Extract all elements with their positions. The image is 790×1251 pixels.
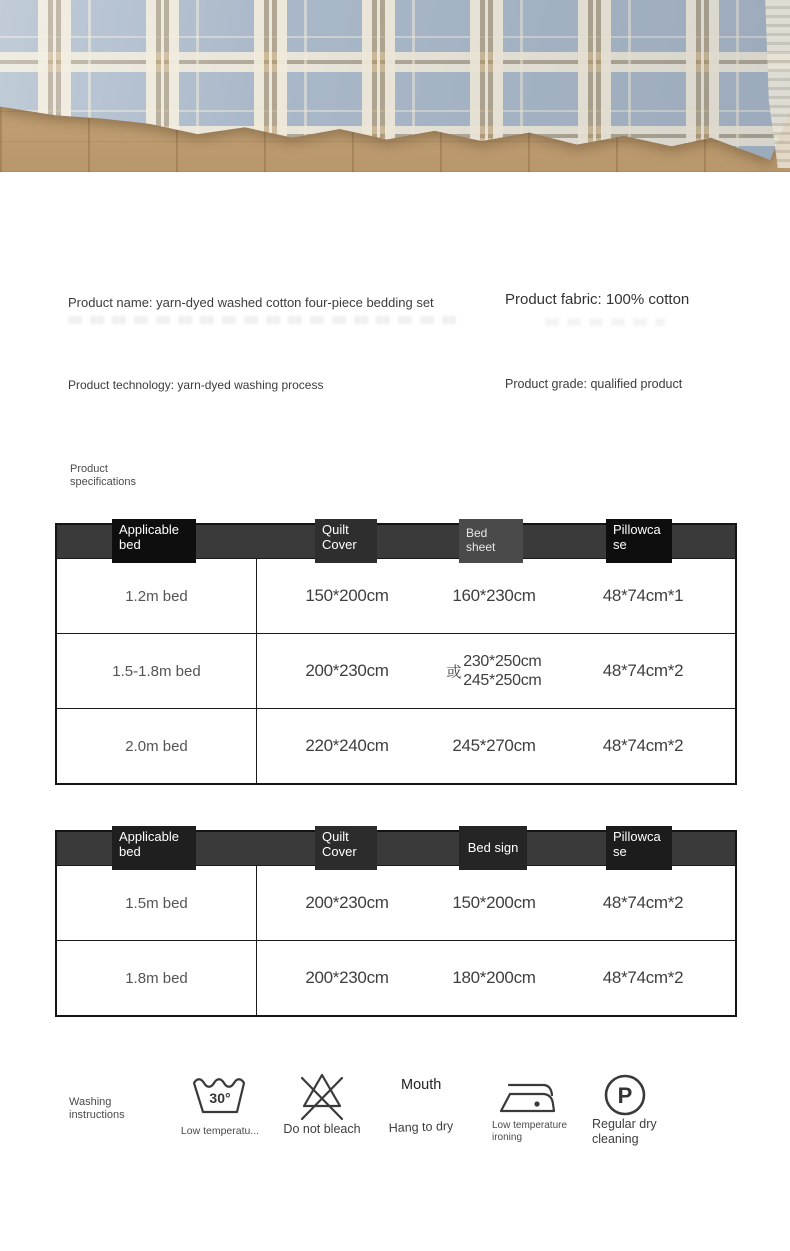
header-pillowcase: Pillowcase (606, 519, 672, 563)
wash-caption-low-temp-ironing: Low temperature ironing (492, 1120, 568, 1143)
wash-basin-30-icon (192, 1074, 248, 1121)
bed-sheet-cell (437, 652, 551, 690)
translated-text-ghost (545, 318, 665, 326)
wash-caption-hang-to-dry: Hang to dry (388, 1118, 454, 1136)
table-row (57, 865, 735, 940)
quilt-cover-cell: 200*230cm (305, 661, 389, 680)
bed-sheet-cell: 150*200cm (452, 893, 536, 912)
bed-sheet-option-b: 245*250cm (463, 672, 542, 689)
bed-sheet-cell: 160*230cm (452, 586, 536, 605)
row-values (257, 634, 735, 708)
header-bed-sign: Bed sign (459, 826, 527, 870)
pillowcase-cell: 48*74cm*2 (602, 661, 684, 680)
do-not-bleach-icon (296, 1071, 348, 1126)
bed-sheet-cell: 245*270cm (452, 736, 536, 755)
translated-text-ghost (68, 316, 464, 324)
row-values (257, 709, 735, 783)
product-fabric-text: Product fabric: 100% cotton (505, 291, 690, 308)
quilt-cover-cell: 150*200cm (305, 586, 389, 605)
row-values (257, 866, 735, 940)
washing-instructions-heading: Washing instructions (69, 1096, 125, 1121)
quilt-cover-cell: 200*230cm (305, 893, 389, 912)
header-pillowcase: Pillowcase (606, 826, 672, 870)
svg-text:P: P (617, 1083, 633, 1108)
bed-size-cell: 1.8m bed (57, 941, 257, 1015)
product-name-text: Product name: yarn-dyed washed cotton four-piece bedding set (68, 295, 434, 310)
header-quilt-cover: Quilt Cover (315, 826, 377, 870)
bed-size-cell: 2.0m bed (57, 709, 257, 783)
row-values (257, 559, 735, 633)
size-table-1-header (57, 522, 735, 558)
table-row (57, 633, 735, 708)
size-table-1 (55, 523, 737, 785)
product-grade-text: Product grade: qualified product (505, 377, 683, 391)
pillowcase-cell: 48*74cm*2 (602, 736, 684, 755)
product-photo (0, 0, 790, 172)
bed-sheet-option-a: 230*250cm (463, 653, 542, 670)
header-applicable-bed: Applicable bed (112, 519, 196, 563)
pillowcase-cell: 48*74cm*2 (602, 968, 684, 987)
bed-size-cell: 1.2m bed (57, 559, 257, 633)
wash-caption-low-temperature: Low temperatu... (180, 1125, 260, 1137)
dry-clean-p-icon (602, 1072, 648, 1123)
product-technology-text: Product technology: yarn-dyed washing process (68, 378, 324, 392)
quilt-cover-cell: 220*240cm (305, 736, 389, 755)
size-table-2-header (57, 829, 735, 865)
header-bed-sheet: Bed sheet (459, 519, 523, 563)
table-row (57, 940, 735, 1015)
bed-size-cell: 1.5m bed (57, 866, 257, 940)
table-row (57, 558, 735, 633)
wash-caption-regular-dry-cleaning: Regular dry cleaning (592, 1117, 657, 1146)
plaid-duvet (0, 0, 790, 172)
header-quilt-cover: Quilt Cover (315, 519, 377, 563)
duvet-shadow-wrap (0, 0, 790, 172)
or-character: 或 (446, 662, 462, 681)
pillowcase-cell: 48*74cm*2 (602, 893, 684, 912)
header-applicable-bed: Applicable bed (112, 826, 196, 870)
pillowcase-cell: 48*74cm*1 (602, 586, 684, 605)
iron-icon (497, 1077, 557, 1120)
quilt-cover-cell: 200*230cm (305, 968, 389, 987)
product-specifications-heading: Product specifications (70, 463, 137, 488)
table-row (57, 708, 735, 783)
wash-caption-do-not-bleach: Do not bleach (283, 1122, 361, 1136)
bed-sheet-cell: 180*200cm (452, 968, 536, 987)
bed-size-cell: 1.5-1.8m bed (57, 634, 257, 708)
size-table-2 (55, 830, 737, 1017)
mouth-overlay-text: Mouth (401, 1077, 442, 1093)
row-values (257, 941, 735, 1015)
svg-text:30°: 30° (209, 1090, 231, 1106)
